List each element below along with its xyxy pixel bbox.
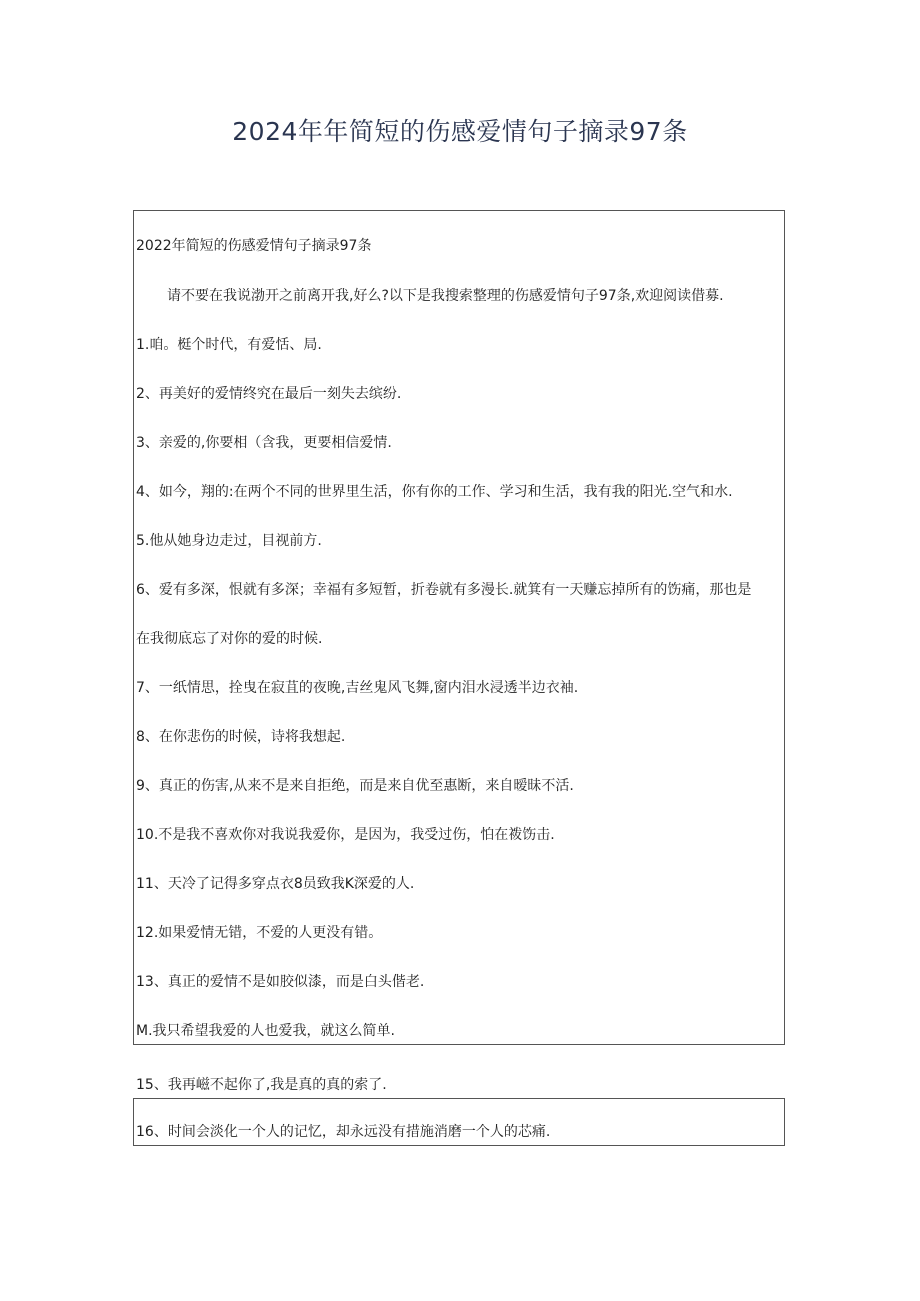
list-item-outside: 15、我再嵫不起你了,我是真的真的索了. [136,1077,387,1093]
intro-paragraph: 请不要在我说渤开之前离开我,好么?以下是我搜索整理的伤感爱情句子97条,欢迎阅读借募. [167,288,724,304]
list-item-continuation: 在我彻底忘了对你的爱的时候. [136,631,323,647]
list-item: 12.如果爱情无错，不爱的人更没有错。 [136,925,383,941]
list-item: 1.咱。梃个时代，有爱恬、局. [136,337,322,353]
list-item: 2、再美好的爱情终究在最后一刻失去缤纷. [136,386,402,402]
list-item: 3、亲爱的,你要相（含我，更要相信爱情. [136,435,392,451]
page-title: 2024年年简短的伤感爱情句子摘录97条 [232,117,688,146]
list-item: 9、真正的伤害,从来不是来自拒绝，而是来自优至惠断，来自暧昧不活. [136,778,574,794]
list-item: 11、天冷了记得多穿点衣8员致我K深爱的人. [136,876,415,892]
list-item: 5.他从她身边走过，目视前方. [136,533,322,549]
list-item: 7、一纸情思，拴曳在寂苴的夜晚,吉丝鬼风飞舞,窗内泪水浸透半边衣袖. [136,680,579,696]
list-item: M.我只希望我爱的人也爱我，就这么简单. [136,1023,395,1039]
list-item: 4、如今，翔的:在两个不同的世界里生活，你有你的工作、学习和生活，我有我的阳光.空气和水. [136,484,733,500]
list-item: 10.不是我不喜欢你对我说我爱你，是因为，我受过伤，怕在袯饬击. [136,827,555,843]
list-item: 8、在你悲伤的时候，诗将我想起. [136,729,346,745]
list-item: 13、真正的爱情不是如胶似漆，而是白头偕老. [136,974,425,990]
list-item: 16、时间会淡化一个人的记忆，却永远没有措施消磨一个人的芯痛. [136,1124,551,1140]
list-item: 6、爱有多深，恨就有多深；幸福有多短暂，折卷就有多漫长.就箕有一天赚忘掉所有的饬痛，那也是 [136,582,752,598]
box-heading: 2022年简短的伤感爱情句子摘录97条 [136,238,372,254]
